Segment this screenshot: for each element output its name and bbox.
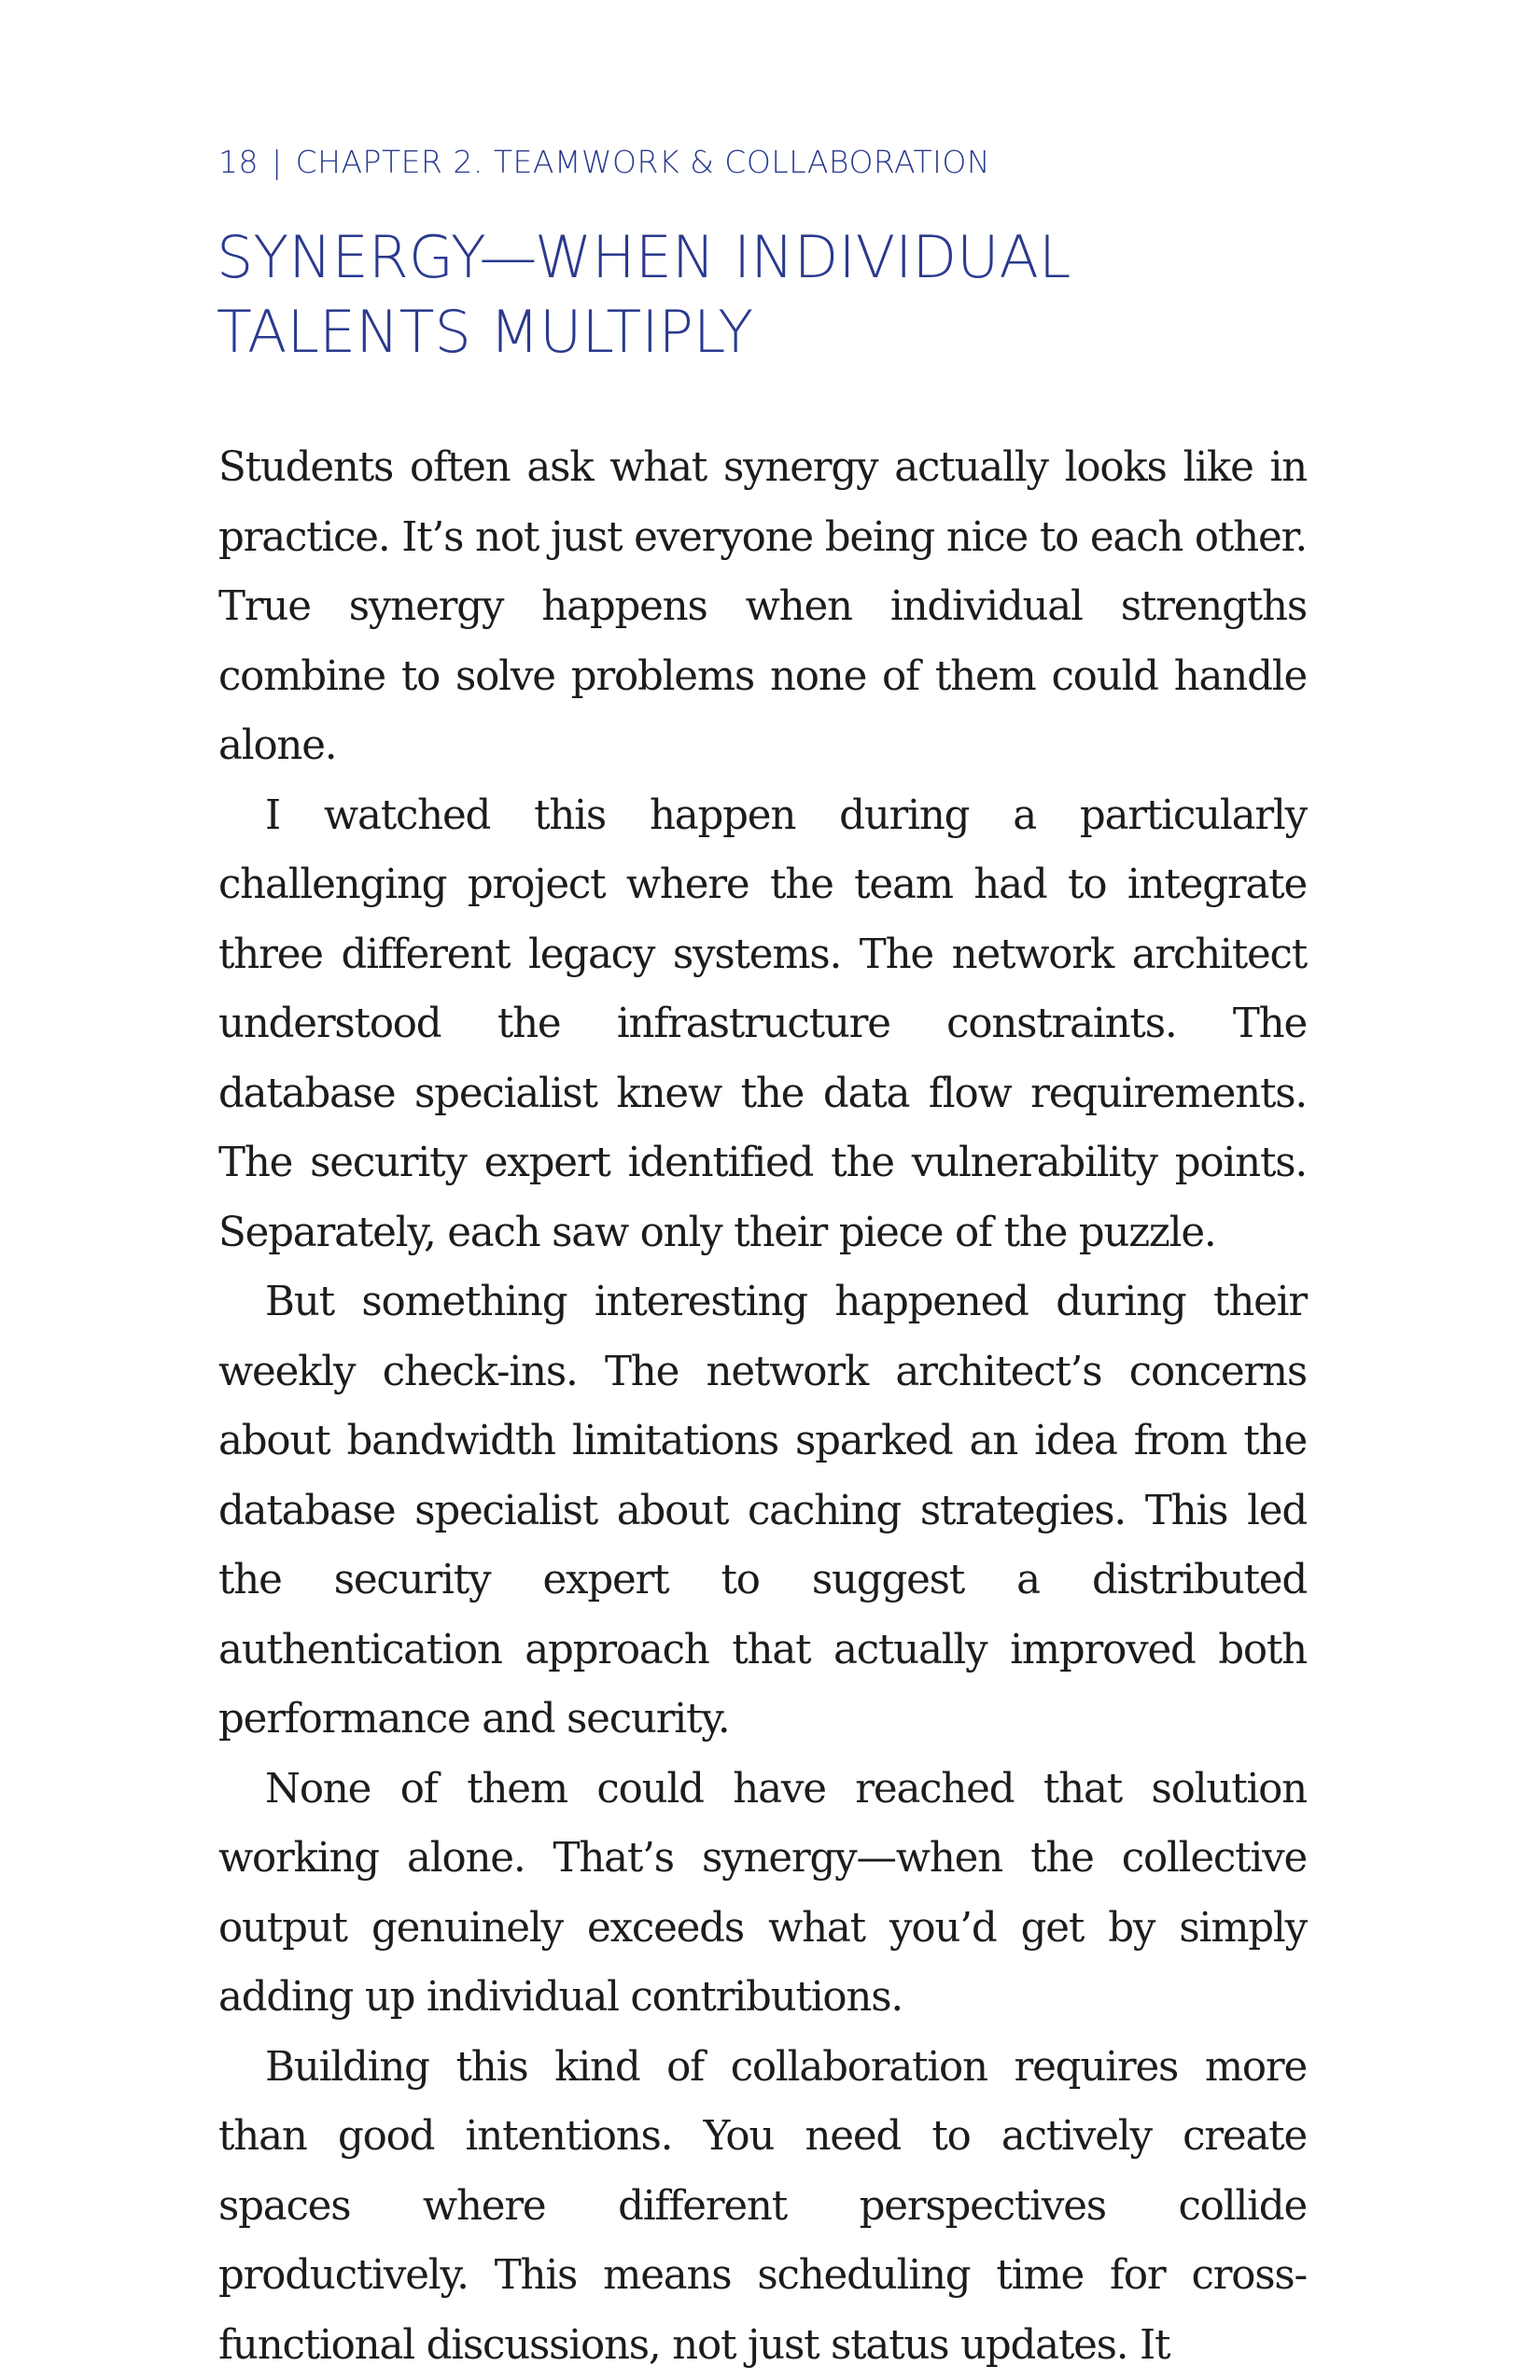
running-header [218,144,990,180]
chapter-label: CHAPTER 2. TEAMWORK & COLLABORATION [295,144,991,180]
paragraph: Building this kind of collaboration requires more than good intentions. You need to actively create spaces where different perspectives collide productively. This means scheduling time for cross-functional discussions, not just status updates. It [218,2043,1307,2369]
body-text [218,433,1307,2380]
paragraph: I watched this happen during a particularly challenging project where the team had to integrate three different legacy systems. The network architect understood the infrastructure constraints. The database specialist knew the data flow requirements. The security expert identified the vulnerability points. Separately, each saw only their piece of the puzzle. [218,791,1307,1256]
section-title: SYNERGY—WHEN INDIVIDUAL TALENTS MULTIPLY [217,223,1071,366]
paragraph: Students often ask what synergy actually looks like in practice. It’s not just everyone being nice to each other. True synergy happens when individual strengths combine to solve problems none of them could handle alone. [218,444,1307,769]
header-separator: | [272,144,283,180]
paragraph: But something interesting happened during their weekly check-ins. The network architect’s concerns about bandwidth limitations sparked an idea from the database specialist about caching strategies. This led the security expert to suggest a distributed authentication approach that actually improved both performance and security. [218,1279,1307,1743]
paragraph: None of them could have reached that solution working alone. That’s synergy—when the collective output genuinely exceeds what you’d get by simply adding up individual contributions. [218,1765,1307,2021]
page-number: 18 [218,144,259,180]
